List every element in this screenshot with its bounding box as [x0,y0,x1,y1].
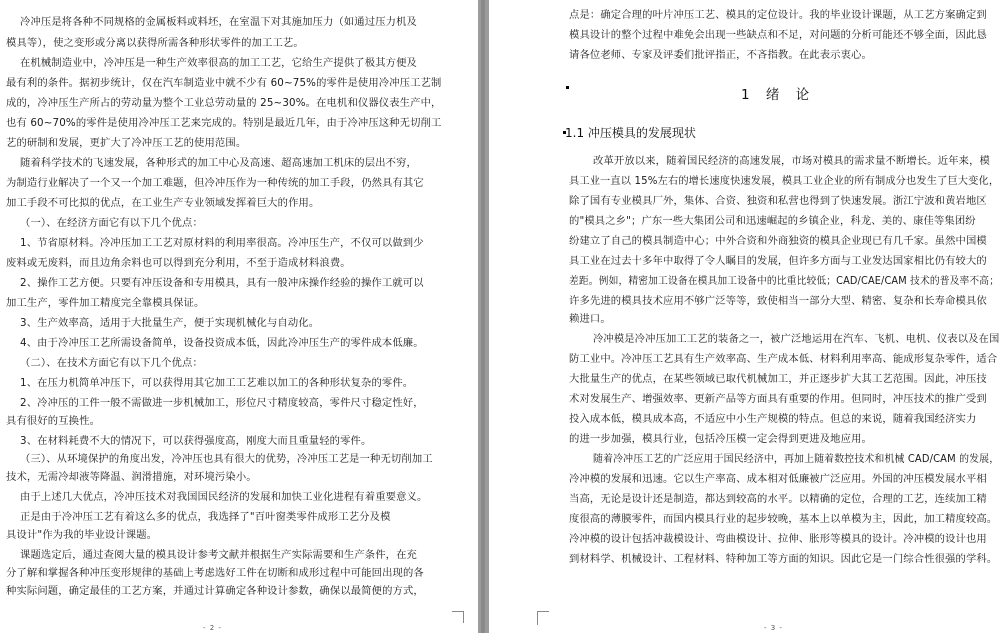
body-text-line: 当高，无论是设计还是制造，都达到较高的水平。以精确的定位，合理的工艺，连续加工精 [569,493,987,505]
body-text-line: 冷冲模是冷冲压加工工艺的装备之一，被广泛地运用在汽车、飞机、电机、仪表以及在国 [593,333,1000,345]
body-text-line: 3、在材料耗费不大的情况下，可以获得强度高，刚度大而且重量轻的零件。 [20,435,372,447]
body-text-line: 大批量生产的优点，在某些领域已取代机械加工，并正逐步扩大其工艺范围。因此，冲压技 [569,373,987,385]
body-text-line: 随着冷冲压工艺的广泛应用于国民经济中，再加上随着数控技术和机械 CAD/CAM 的发展， [593,453,1000,465]
body-text-line: 3、生产效率高，适用于大批量生产，便于实现机械化与自动化。 [20,317,320,329]
body-text-line: 具工业一直以 15%左右的增长速度快速发展，模具工业企业的所有制成分也发生了巨大变化， [569,175,1000,187]
body-text-line: 点是：确定合理的叶片冲压工艺、模具的定位设计。我的毕业设计课题，从工艺方案确定到 [569,9,987,21]
body-text-line: 正是由于冷冲压工艺有着这么多的优点，我选择了"百叶窗类零件成形工艺分及模 [20,511,391,523]
body-text-line: 许多先进的模具技术应用不够广泛等等，致使相当一部分大型、精密、复杂和长寿命模具依 [569,295,987,307]
body-text-line: 具工业在过去十多年中取得了令人瞩目的发展，但许多方面与工业发达国家相比仍有较大的 [569,255,987,267]
body-text-line: 由于上述几大优点，冷冲压技术对我国国民经济的发展和加快工业化进程有着重要意义。 [20,491,428,503]
page-margin-mark [537,611,549,613]
body-text-line: 的"模具之乡"；广东一些大集团公司和迅速崛起的乡镇企业，科龙、美的、康佳等集团纷 [569,215,976,227]
body-text-line: 4、由于冷冲压工艺所需设备简单，设备投资成本低，因此冷冲压生产的零件成本低廉。 [20,337,424,349]
body-text-line: （一）、在经济方面它有以下几个优点： [20,217,203,229]
body-text-line: 1、节省原材料。冷冲压加工工艺对原材料的利用率很高。冷冲压生产，不仅可以做到少 [20,237,424,249]
body-text-line: 最有利的条件。据初步统计，仅在汽车制造业中就不少有 60~75%的零件是使用冷冲压工艺制 [6,77,442,89]
body-text-line: 请各位老师、专家及评委们批评指正，不吝指教。在此表示衷心。 [569,49,872,61]
body-text-line: 2、冷冲压的工件一般不需做进一步机械加工，形位尺寸精度较高，零件尺寸稳定性好， [20,397,424,409]
body-text-line: 模具等），使之变形或分离以获得所需各种形状零件的加工工艺。 [6,37,304,49]
document-page-left [0,0,478,633]
body-text-line: 冷冲模的设计包括冲裁模设计、弯曲模设计、拉伸、胀形等模具的设计。冷冲模的设计也用 [569,533,987,545]
page-margin-mark [463,611,476,623]
body-text-line: 具设计"作为我的毕业设计课题。 [6,529,158,541]
body-text-line: 纷建立了自己的模具制造中心；中外合资和外商独资的模具企业现已有几千家。虽然中国模 [569,235,987,247]
body-text-line: 成的，冷冲压生产所占的劳动量为整个工业总劳动量的 25~30%。在电机和仪器仪表生产中， [6,97,442,109]
body-text-line: 也有 60~70%的零件是使用冷冲压工艺来完成的。特别是最近几年，由于冷冲压这种无切削工 [6,117,442,129]
paragraph-mark [566,86,569,89]
body-text-line: 废料或无废料，而且边角余料也可以得到充分利用，不至于造成材料浪费。 [6,257,351,269]
body-text-line: 具有很好的互换性。 [6,415,101,427]
body-text-line: （二）、在技术方面它有以下几个优点： [20,357,203,369]
body-text-line: 2、操作工艺方便。只要有冲压设备和专用模具，具有一般冲床操作经验的操作工就可以 [20,277,424,289]
page-number: - 3 - [764,624,783,632]
body-text-line: 分了解和掌握各种冲压变形规律的基础上考虑选好工件在切断和成形过程中可能回出现的各 [6,567,424,579]
body-text-line: 防工业中。冷冲压工艺具有生产效率高、生产成本低、材料利用率高、能成形复杂零件，适合 [569,353,998,365]
body-text-line: 到材料学、机械设计、工程材料、特种加工等方面的知识。因此它是一门综合性很强的学科。 [569,553,998,565]
body-text-line: 加工生产，零件加工精度完全靠模具保证。 [6,297,205,309]
body-text-line: 为制造行业解决了一个又一个加工难题，但冷冲压作为一种传统的加工手段，仍然具有其它 [6,177,424,189]
page-gap [478,0,489,633]
body-text-line: 课题选定后，通过查阅大量的模具设计参考文献并根据生产实际需要和生产条件，在充 [20,549,417,561]
page-margin-mark [452,611,464,613]
body-text-line: 艺的研制和发展，更扩大了冷冲压工艺的使用范围。 [6,137,247,149]
body-text-line: 技术，无需冷却液等降温、润滑措施，对环境污染小。 [6,471,257,483]
body-text-line: 的进一步加强，模具行业，包括冷压模一定会得到更进及地应用。 [569,433,872,445]
body-text-line: 投入成本低，模具成本高，不适应中小生产规模的特点。但总的来说，随着我国经济实力 [569,413,977,425]
body-text-line: 差距。例如，精密加工设备在模具加工设备中的比重比较低；CAD/CAE/CAM 技术的普及率不高； [569,275,1000,287]
body-text-line: 除了国有专业模具厂外，集体、合资、独资和私营也得到了快速发展。浙江宁波和黄岩地区 [569,195,987,207]
page-margin-mark [537,611,539,625]
chapter-heading: 1 绪 论 [741,87,816,103]
page-number: - 2 - [203,624,222,632]
body-text-line: 度很高的薄膜零件，而国内模具行业的起步较晚，基本上以单模为主，因此，加工精度较高。 [569,513,998,525]
body-text-line: 1、在压力机简单冲压下，可以获得用其它加工工艺难以加工的各种形状复杂的零件。 [20,377,414,389]
body-text-line: （三）、从环境保护的角度出发，冷冲压也具有很大的优势，冷冲压工艺是一种无切削加工 [20,453,433,465]
body-text-line: 赖进口。 [569,313,611,325]
body-text-line: 种实际问题，确定最佳的工艺方案，并通过计算确定各种设计参数，确保以最简便的方式， [6,585,424,597]
body-text-line: 在机械制造业中，冷冲压是一种生产效率很高的加工工艺，它给生产提供了极其方便及 [20,57,417,69]
body-text-line: 术对发展生产、增强效率、更新产品等方面具有重要的作用。但同时，冲压技术的推广受到 [569,393,987,405]
body-text-line: 模具设计的整个过程中难免会出现一些缺点和不足，对问题的分析可能还不够全面，因此恳 [569,29,987,41]
body-text-line: 加工手段不可比拟的优点，在工业生产专业领域发挥着巨大的作用。 [6,197,320,209]
section-heading: 1.1 冲压模具的发展现状 [565,126,696,140]
body-text-line: 改革开放以来，随着国民经济的高速发展，市场对模具的需求量不断增长。近年来，模 [593,155,990,167]
body-text-line: 冷冲模的发展和迅速。它以生产率高、成本相对低廉被广泛应用。外国的冲压模发展水平相 [569,473,987,485]
document-page-right [489,0,1003,633]
body-text-line: 随着科学技术的飞速发展，各种形式的加工中心及高速、超高速加工机床的层出不穷， [20,157,417,169]
body-text-line: 冷冲压是将各种不同规格的金属板料或料坯，在室温下对其施加压力（如通过压力机及 [20,16,417,28]
